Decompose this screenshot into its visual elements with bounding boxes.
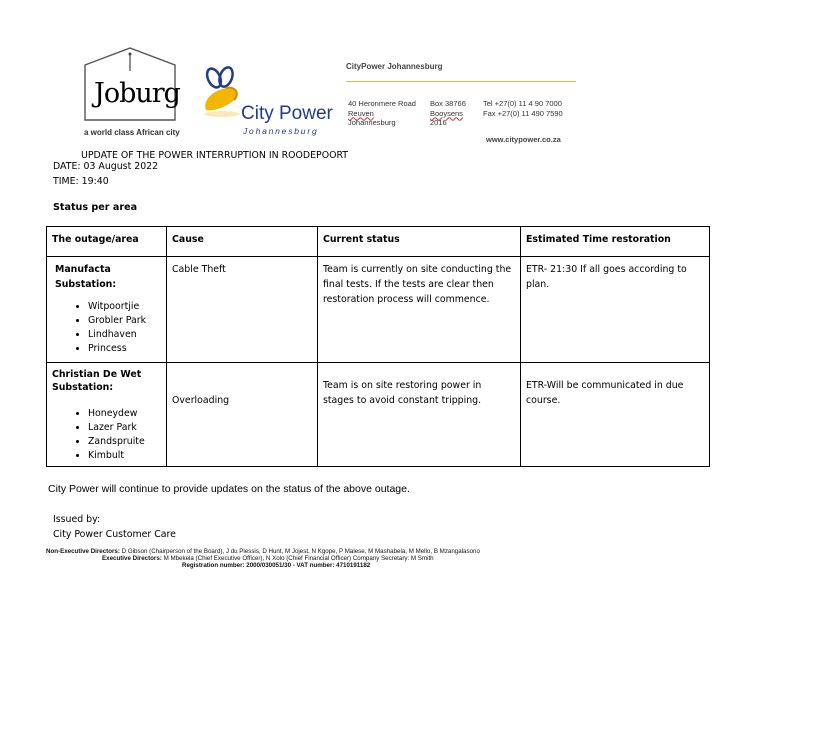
footer-nonexec-names: D Gibson (Chairperson of the Board), J du Plessis, D Hunt, M Jojest, N Kgope, P Malese, M Mashabela, M Mello, B Mzangalasono bbox=[121, 548, 480, 555]
etr-cell: ETR- 21:30 If all goes according to plan. bbox=[521, 257, 710, 363]
cause-cell: Cable Theft bbox=[167, 257, 318, 363]
contact-phone: Tel +27(0) 11 4 90 7000 bbox=[483, 99, 562, 108]
company-name: CityPower Johannesburg bbox=[346, 62, 443, 71]
suburb-list bbox=[52, 407, 161, 463]
address-line: 40 Heronmere Road bbox=[348, 99, 416, 108]
suburb-item: • Kimbult bbox=[88, 449, 161, 463]
address-block bbox=[348, 99, 416, 128]
substation-name: Manufacta Substation: bbox=[55, 264, 117, 290]
box-block bbox=[430, 99, 466, 128]
suburb-list bbox=[52, 300, 161, 356]
header-divider bbox=[346, 81, 576, 82]
citypower-brand-sub: Johannesburg bbox=[243, 126, 319, 136]
citypower-brand-name: City Power bbox=[241, 103, 333, 124]
header-cause: Cause bbox=[167, 227, 318, 257]
box-line: Booysens bbox=[430, 108, 463, 118]
address-line: Reuven bbox=[348, 108, 374, 118]
status-table bbox=[46, 226, 710, 467]
suburb-item: • Witpoortjie bbox=[88, 300, 161, 314]
header-status: Current status bbox=[318, 227, 521, 257]
status-cell: Team is on site restoring power in stages to avoid constant tripping. bbox=[318, 363, 521, 467]
header-area: The outage/area bbox=[47, 227, 167, 257]
address-line: Johannesburg bbox=[348, 118, 396, 127]
joburg-tagline: a world class African city bbox=[84, 128, 180, 137]
suburb-item: • Honeydew bbox=[88, 407, 161, 421]
table-row bbox=[47, 363, 710, 467]
footer-registration: Registration number: 2000/030051/30 - VAT number: 4710191182 bbox=[182, 562, 371, 569]
citypower-dragonfly-logo bbox=[200, 66, 246, 120]
contact-block bbox=[483, 99, 563, 118]
area-cell bbox=[47, 363, 167, 467]
notice-date: DATE: 03 August 2022 bbox=[53, 161, 159, 172]
suburb-item: • Princess bbox=[88, 342, 161, 356]
substation-name: Christian De Wet Substation: bbox=[52, 369, 142, 393]
notice-title: UPDATE OF THE POWER INTERRUPTION IN ROODEPOORT bbox=[81, 150, 349, 161]
suburb-item: • Zandspruite bbox=[88, 435, 161, 449]
table-row bbox=[47, 257, 710, 363]
footer-exec-label: Executive Directors: bbox=[102, 555, 162, 562]
footer-nonexec-label: Non-Executive Directors: bbox=[46, 548, 120, 555]
header-etr: Estimated Time restoration bbox=[521, 227, 710, 257]
area-cell bbox=[47, 257, 167, 363]
status-heading: Status per area bbox=[53, 202, 138, 213]
cause-cell: Overloading bbox=[167, 363, 318, 467]
issued-by-label: Issued by: bbox=[53, 514, 101, 525]
website-link[interactable]: www.citypower.co.za bbox=[486, 135, 561, 144]
contact-fax: Fax +27(0) 11 490 7590 bbox=[483, 108, 563, 118]
box-line: Box 38766 bbox=[430, 99, 466, 108]
table-header-row bbox=[47, 227, 710, 257]
suburb-item: • Grobler Park bbox=[88, 314, 161, 328]
issuer-name: City Power Customer Care bbox=[53, 529, 176, 540]
suburb-item: • Lazer Park bbox=[88, 421, 161, 435]
joburg-logo-text: Joburg bbox=[94, 78, 180, 109]
etr-cell: ETR-Will be communicated in due course. bbox=[521, 363, 710, 467]
box-line: 2016 bbox=[430, 118, 447, 127]
notice-time: TIME: 19:40 bbox=[53, 176, 109, 187]
status-cell: Team is currently on site conducting the final tests. If the tests are clear then restoration process will commence. bbox=[318, 257, 521, 363]
suburb-item: • Lindhaven bbox=[88, 328, 161, 342]
footer-exec bbox=[102, 555, 434, 562]
footer-nonexec bbox=[46, 548, 480, 555]
footer-exec-names: M Mbekela (Chief Executive Officer), N Xolo (Chief Financial Officer) Company Secretary: M Smith bbox=[163, 555, 434, 562]
update-statement: City Power will continue to provide updates on the status of the above outage. bbox=[48, 483, 410, 495]
